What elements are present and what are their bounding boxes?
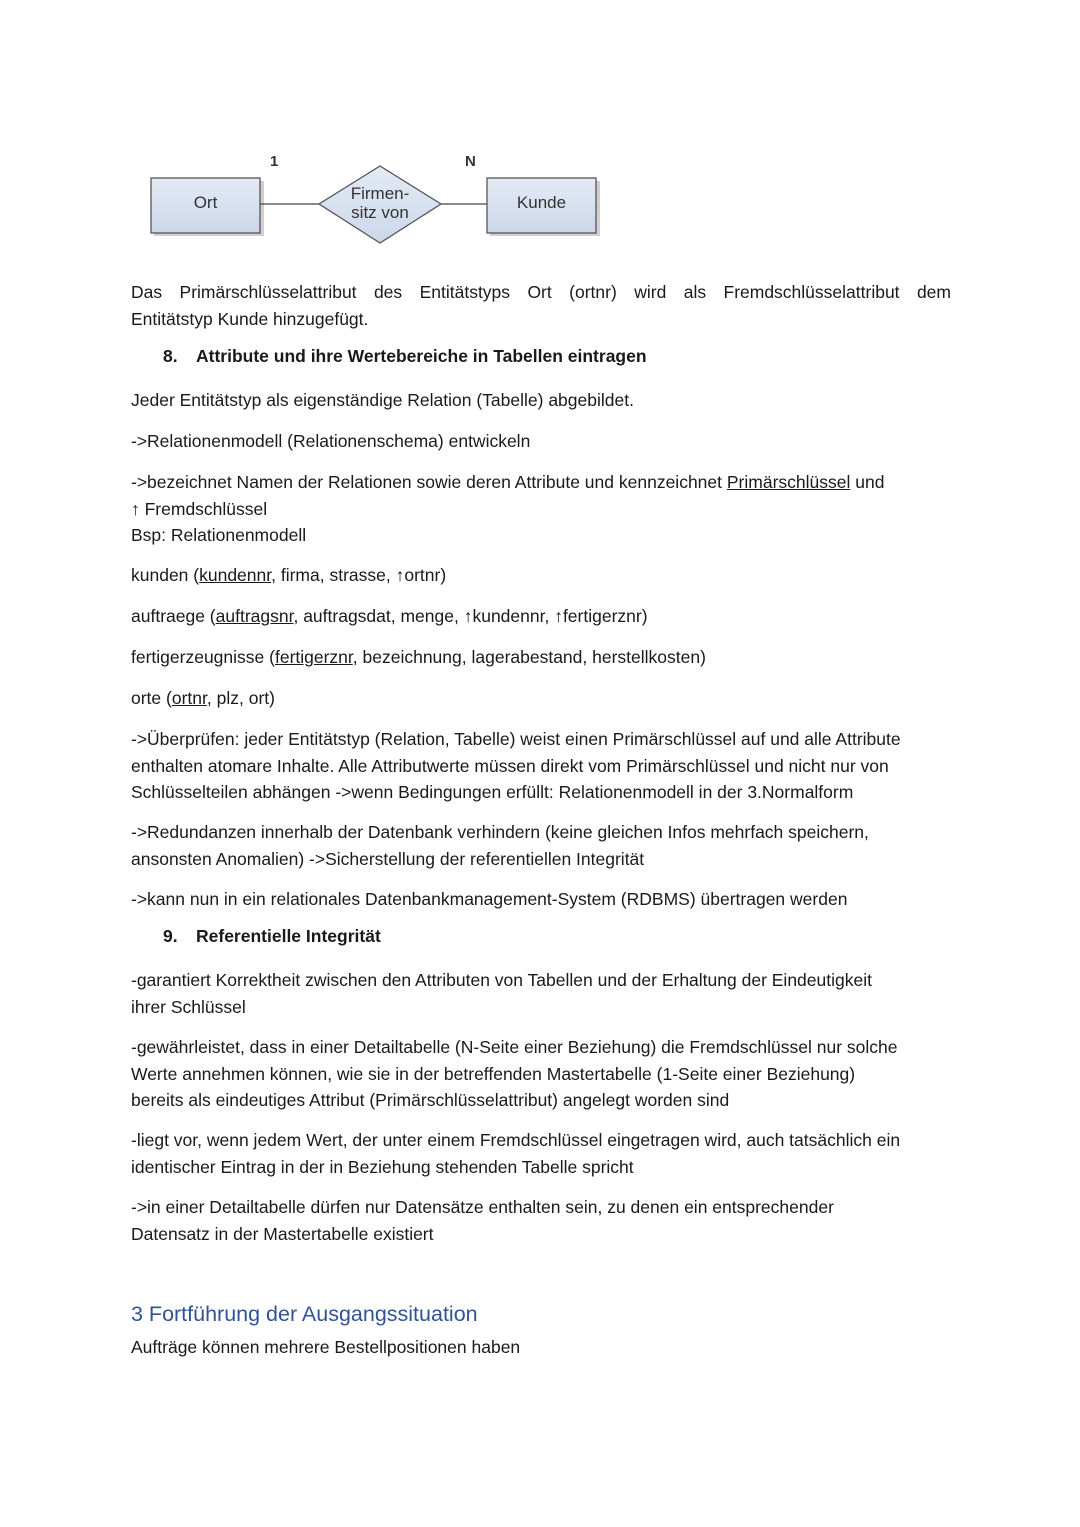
section8-p4 (131, 726, 951, 806)
section9-heading (163, 926, 381, 947)
section9-p4-line2: Datensatz in der Mastertabelle existiert (131, 1223, 434, 1244)
section9-p3-line1: -liegt vor, wenn jedem Wert, der unter einem Fremdschlüssel eingetragen wird, auch tatsächlich ein (131, 1130, 901, 1150)
entity-ort-label: Ort (193, 193, 218, 212)
section9-p4-line1: ->in einer Detailtabelle dürfen nur Datensätze enthalten sein, zu denen ein entsprechender (131, 1197, 834, 1217)
section8-p2: ->Relationenmodell (Relationenschema) entwickeln (131, 431, 531, 451)
section8-p3-text-a: ->bezeichnet Namen der Relationen sowie deren Attribute und kennzeichnet (131, 472, 727, 492)
section8-p1: Jeder Entitätstyp als eigenständige Relation (Tabelle) abgebildet. (131, 390, 634, 410)
section3-p1: Aufträge können mehrere Bestellpositionen haben (131, 1337, 521, 1357)
relation-auftraege (131, 603, 951, 630)
section9-p2-line3: bereits als eindeutiges Attribut (Primärschlüsselattribut) angelegt worden sind (131, 1090, 730, 1110)
intro-line1: Das Primärschlüsselattribut des Entitätstyps Ort (ortnr) wird als Fremdschlüsselattribut dem (131, 282, 951, 302)
relation-attributes: , auftragsdat, menge, ↑kundennr, ↑fertigerznr) (293, 606, 648, 626)
section9-title: Referentielle Integrität (196, 926, 381, 946)
section8-number: 8. (163, 346, 178, 366)
relation-name: kunden ( (131, 565, 200, 585)
section9-p2-line1: -gewährleistet, dass in einer Detailtabelle (N-Seite einer Beziehung) die Fremdschlüssel nur solche (131, 1037, 898, 1057)
section9-p1 (131, 967, 951, 1020)
relation-primary-key: auftragsnr (215, 606, 294, 626)
primary-key-term: Primärschlüssel (726, 472, 851, 492)
relationship-label-line1: Firmen- (350, 184, 410, 203)
relation-primary-key: fertigerznr (274, 647, 353, 667)
section8-p3-line3: Bsp: Relationenmodell (131, 525, 307, 545)
relation-attributes: , bezeichnung, lagerabestand, herstellkosten) (352, 647, 706, 667)
section9-p3-line2: identischer Eintrag in der in Beziehung stehenden Tabelle spricht (131, 1156, 634, 1177)
relation-orte (131, 685, 951, 712)
section8-p6: ->kann nun in ein relationales Datenbankmanagement-System (RDBMS) übertragen werden (131, 889, 848, 909)
relation-kunden (131, 562, 951, 589)
section8-p5 (131, 819, 951, 872)
section8-p3-line2: ↑ Fremdschlüssel (131, 498, 268, 519)
intro-line2: Entitätstyp Kunde hinzugefügt. (131, 308, 369, 329)
section3-heading: 3 Fortführung der Ausgangssituation (131, 1302, 478, 1326)
section9-p4 (131, 1194, 951, 1247)
relation-name: fertigerzeugnisse ( (131, 647, 275, 667)
section8-heading (163, 346, 647, 367)
section8-p4-line3: Schlüsselteilen abhängen ->wenn Bedingungen erfüllt: Relationenmodell in der 3.Normalform (131, 782, 854, 802)
relation-name: auftraege ( (131, 606, 216, 626)
section8-p4-line1: ->Überprüfen: jeder Entitätstyp (Relation, Tabelle) weist einen Primärschlüssel auf und alle Attribute (131, 729, 901, 749)
relation-attributes: , plz, ort) (206, 688, 275, 708)
section8-title: Attribute und ihre Wertebereiche in Tabellen eintragen (196, 346, 647, 366)
relation-primary-key: ortnr (171, 688, 207, 708)
section8-p5-line2: ansonsten Anomalien) ->Sicherstellung der referentiellen Integrität (131, 848, 645, 869)
section8-p5-line1: ->Redundanzen innerhalb der Datenbank verhindern (keine gleichen Infos mehrfach speichern, (131, 822, 869, 842)
section9-number: 9. (163, 926, 178, 946)
relation-fertigerzeugnisse (131, 644, 951, 671)
relationship-label-line2: sitz von (351, 203, 409, 222)
section8-p3-text-b: und (850, 472, 885, 492)
er-diagram (145, 148, 605, 248)
section9-p2 (131, 1034, 951, 1114)
cardinality-left: 1 (270, 153, 279, 170)
cardinality-right: N (465, 153, 476, 170)
intro-paragraph (131, 279, 951, 332)
relationship-label (330, 184, 430, 222)
section8-p3 (131, 469, 951, 549)
section9-p1-line2: ihrer Schlüssel (131, 996, 246, 1017)
section9-p3 (131, 1127, 951, 1180)
section8-p3-line1 (131, 469, 951, 496)
section9-p2-line2: Werte annehmen können, wie sie in der betreffenden Mastertabelle (1-Seite einer Beziehung) (131, 1063, 856, 1084)
relation-attributes: , firma, strasse, ↑ortnr) (271, 565, 447, 585)
entity-kunde-label: Kunde (516, 193, 567, 212)
relation-primary-key: kundennr (199, 565, 272, 585)
relation-name: orte ( (131, 688, 172, 708)
section9-p1-line1: -garantiert Korrektheit zwischen den Attributen von Tabellen und der Erhaltung der Eindeutigkeit (131, 970, 872, 990)
section8-p4-line2: enthalten atomare Inhalte. Alle Attributwerte müssen direkt vom Primärschlüssel und nicht nur von (131, 755, 889, 776)
